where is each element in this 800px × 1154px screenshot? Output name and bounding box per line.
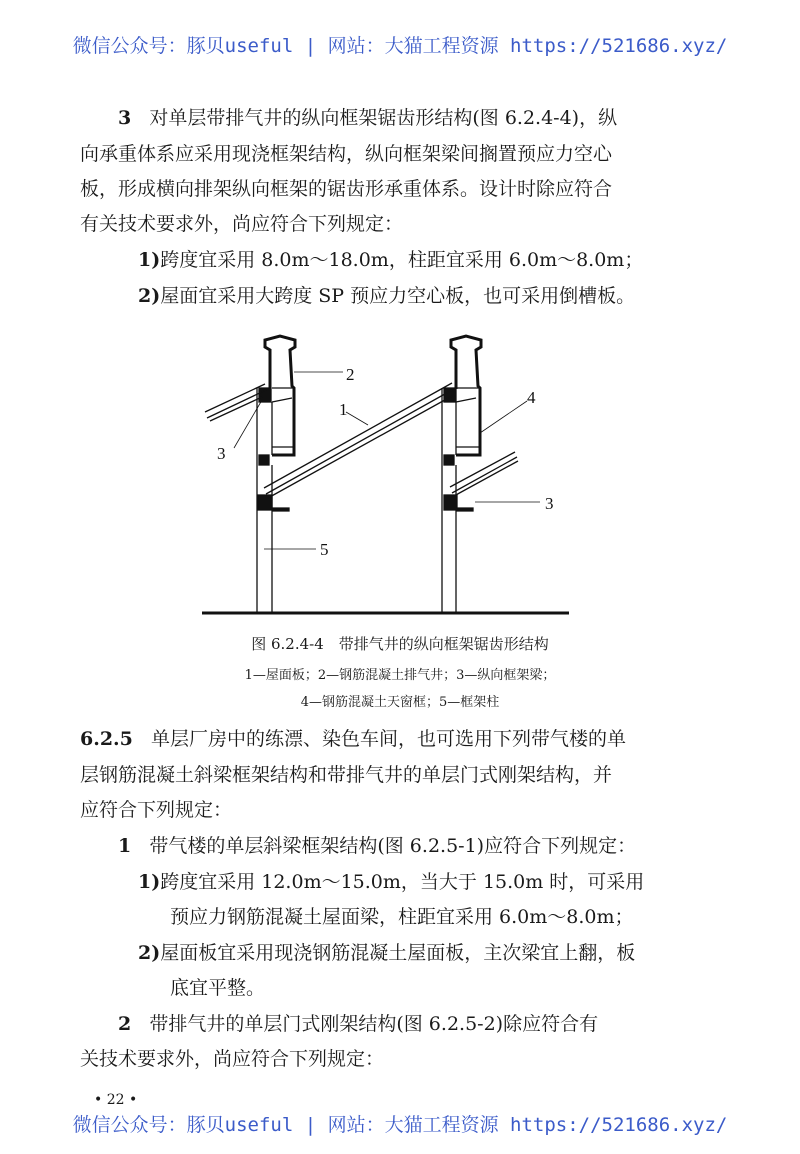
figure-caption: 图 6.2.4-4 带排气井的纵向框架锯齿形结构	[251, 635, 549, 653]
figure-label: 1	[339, 400, 348, 419]
item-number: 2	[118, 1013, 132, 1035]
item-number: 1	[118, 835, 132, 857]
text-line: 向承重体系应采用现浇框架结构，纵向框架梁间搁置预应力空心	[80, 143, 613, 165]
text-line: 底宜平整。	[170, 977, 266, 999]
item-text: 屋面宜采用大跨度 SP 预应力空心板，也可采用倒槽板。	[160, 285, 636, 307]
text-line: 有关技术要求外，尚应符合下列规定：	[80, 213, 404, 235]
item-number: 1)	[138, 871, 161, 893]
watermark-header: 微信公众号：豚贝useful | 网站：大猫工程资源 https://521686.xyz/	[72, 35, 728, 57]
figure-label: 3	[217, 444, 226, 463]
item-number: 2)	[138, 942, 161, 964]
item-text: 屋面板宜采用现浇钢筋混凝土屋面板，主次梁宜上翻，板	[160, 942, 636, 964]
figure-label: 4	[527, 388, 536, 407]
figure-drawing	[202, 336, 569, 613]
figure-label: 2	[346, 365, 355, 384]
item-text: 跨度宜采用 12.0m～15.0m，当大于 15.0m 时，可采用	[160, 871, 645, 893]
text-line: 板，形成横向排架纵向框架的锯齿形承重体系。设计时除应符合	[80, 178, 613, 200]
item-number: 2)	[138, 285, 161, 307]
section-3-number: 3	[118, 107, 132, 129]
text-line: 对单层带排气井的纵向框架锯齿形结构(图 6.2.4-4)，纵	[149, 107, 618, 129]
item-number: 1)	[138, 249, 161, 271]
text-line: 预应力钢筋混凝土屋面梁，柱距宜采用 6.0m～8.0m；	[170, 906, 634, 928]
figure-label: 3	[545, 494, 554, 513]
section-heading	[80, 727, 626, 751]
text-line: 单层厂房中的练漂、染色车间，也可选用下列带气楼的单	[151, 728, 627, 750]
section-number: 6.2.5	[80, 728, 133, 750]
item-text: 带气楼的单层斜梁框架结构(图 6.2.5-1)应符合下列规定：	[149, 835, 637, 857]
figure-legend: 4—钢筋混凝土天窗框；5—框架柱	[300, 695, 500, 710]
list-item	[118, 834, 636, 858]
item-text: 跨度宜采用 8.0m～18.0m，柱距宜采用 6.0m～8.0m；	[160, 249, 644, 271]
text-line: 层钢筋混凝土斜梁框架结构和带排气井的单层门式刚架结构，并	[80, 764, 613, 786]
page-number: • 22 •	[94, 1092, 138, 1108]
figure-label: 5	[320, 540, 329, 559]
list-item	[138, 941, 635, 965]
text-line: 应符合下列规定：	[80, 799, 233, 821]
figure-legend: 1—屋面板；2—钢筋混凝土排气井；3—纵向框架梁；	[244, 668, 556, 683]
text-line: 关技术要求外，尚应符合下列规定：	[80, 1048, 385, 1070]
list-item	[118, 1012, 598, 1036]
item-text: 带排气井的单层门式刚架结构(图 6.2.5-2)除应符合有	[149, 1013, 599, 1035]
watermark-footer: 微信公众号：豚贝useful | 网站：大猫工程资源 https://521686.xyz/	[72, 1114, 728, 1136]
list-item	[138, 870, 644, 894]
